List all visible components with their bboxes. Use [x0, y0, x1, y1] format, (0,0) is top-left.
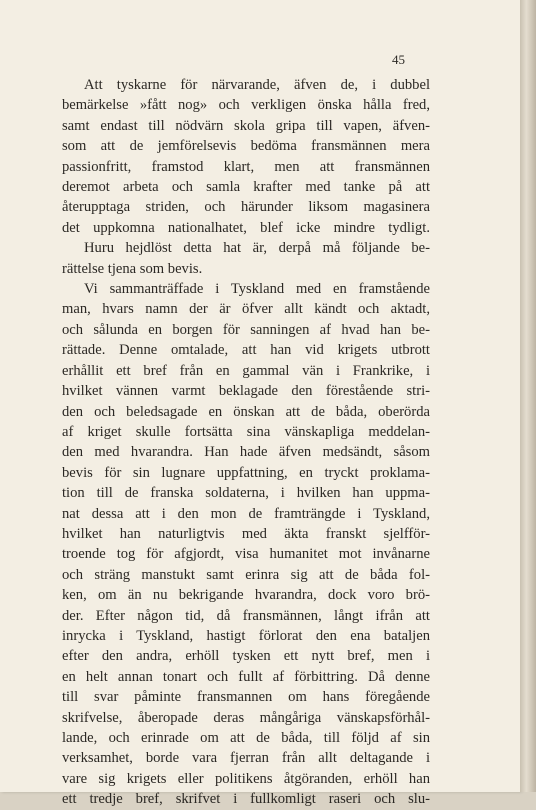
text-line: passionfritt, framstod klart, men att fransmännen [62, 158, 430, 175]
text-line: som att de jemförelsevis bedöma fransmännen mera [62, 138, 430, 155]
text-line: och sträng manstukt samt erinra sig att de båda fol- [62, 566, 430, 583]
text-line: nat dessa att i den mon de framträngde i Tyskland, [62, 505, 430, 522]
text-line: Huru hejdlöst detta hat är, derpå må följande be- [84, 240, 430, 257]
text-line: hvilket han naturligtvis med äkta franskt sjelfför- [62, 525, 430, 542]
page-number: 45 [392, 52, 405, 67]
text-line: efter den andra, erhöll tysken ett nytt bref, men i [62, 648, 430, 665]
text-line: en helt annan tonart och fullt af förbittring. Då denne [62, 668, 430, 685]
text-line: den med hvarandra. Han hade äfven medsändt, såsom [62, 444, 430, 461]
text-line: till svar påminte fransmannen om hans föregående [62, 689, 430, 706]
text-line: man, hvars namn der är öfver allt kändt och aktadt, [62, 301, 430, 318]
text-line: troende tog för afgjordt, visa humanitet mot invånarne [62, 546, 430, 563]
text-line: vare sig krigets eller politikens åtgöranden, erhöll han [62, 770, 430, 787]
text-line: skrifvelse, åberopade deras mångåriga vänskapsförhål- [62, 709, 430, 726]
text-line: Vi sammanträffade i Tyskland med en framstående [84, 281, 430, 298]
text-line: bevis för sin lugnare uppfattning, en tryckt proklama- [62, 464, 430, 481]
text-line: inrycka i Tyskland, hastigt förlorat den ena bataljen [62, 627, 430, 644]
text-line: lande, och erinrade om att de båda, till följd af sin [62, 730, 430, 746]
text-line: det uppkomna nationalhatet, blef icke mindre tydligt. [62, 219, 430, 236]
text-line: deremot arbeta och samla krafter med tanke på att [62, 179, 430, 196]
text-line: ett tredje bref, skrifvet i fullkomligt raseri och slu- [62, 791, 430, 808]
text-line: hvilket vännen varmt beklagade den förestående stri- [62, 383, 430, 400]
text-line: rättade. Denne omtalade, att han vid krigets utbrott [62, 342, 430, 359]
text-line: Att tyskarne för närvarande, äfven de, i dubbel [84, 77, 430, 93]
body-text [62, 75, 430, 810]
text-line: rättelse tjena som bevis. [62, 260, 203, 277]
text-line: och sålunda en borgen för sanningen af hvad han be- [62, 321, 430, 338]
text-line: bemärkelse »fått nog» och verkligen önska hålla fred, [62, 97, 430, 114]
text-line: ken, om än nu bekrigande hvarandra, dock voro brö- [62, 587, 430, 604]
text-line: der. Efter någon tid, då fransmännen, långt ifrån att [62, 607, 430, 624]
text-line: tion till de franska soldaterna, i hvilken han uppma- [62, 485, 430, 502]
text-line: samt endast till nödvärn skola gripa till vapen, äfven- [62, 117, 430, 134]
text-line: erhållit ett bref från en gammal vän i Frankrike, i [62, 362, 430, 379]
text-line: verksamhet, borde vara fjerran från allt deltagande i [62, 750, 430, 767]
text-line: af kriget skulle fortsätta sina vänskapliga meddelan- [62, 423, 430, 440]
page-edge [520, 0, 536, 792]
text-line: den och beledsagade en önskan att de båda, oberörda [62, 403, 430, 420]
text-line: återupptaga striden, och härunder liksom magasinera [62, 199, 430, 216]
